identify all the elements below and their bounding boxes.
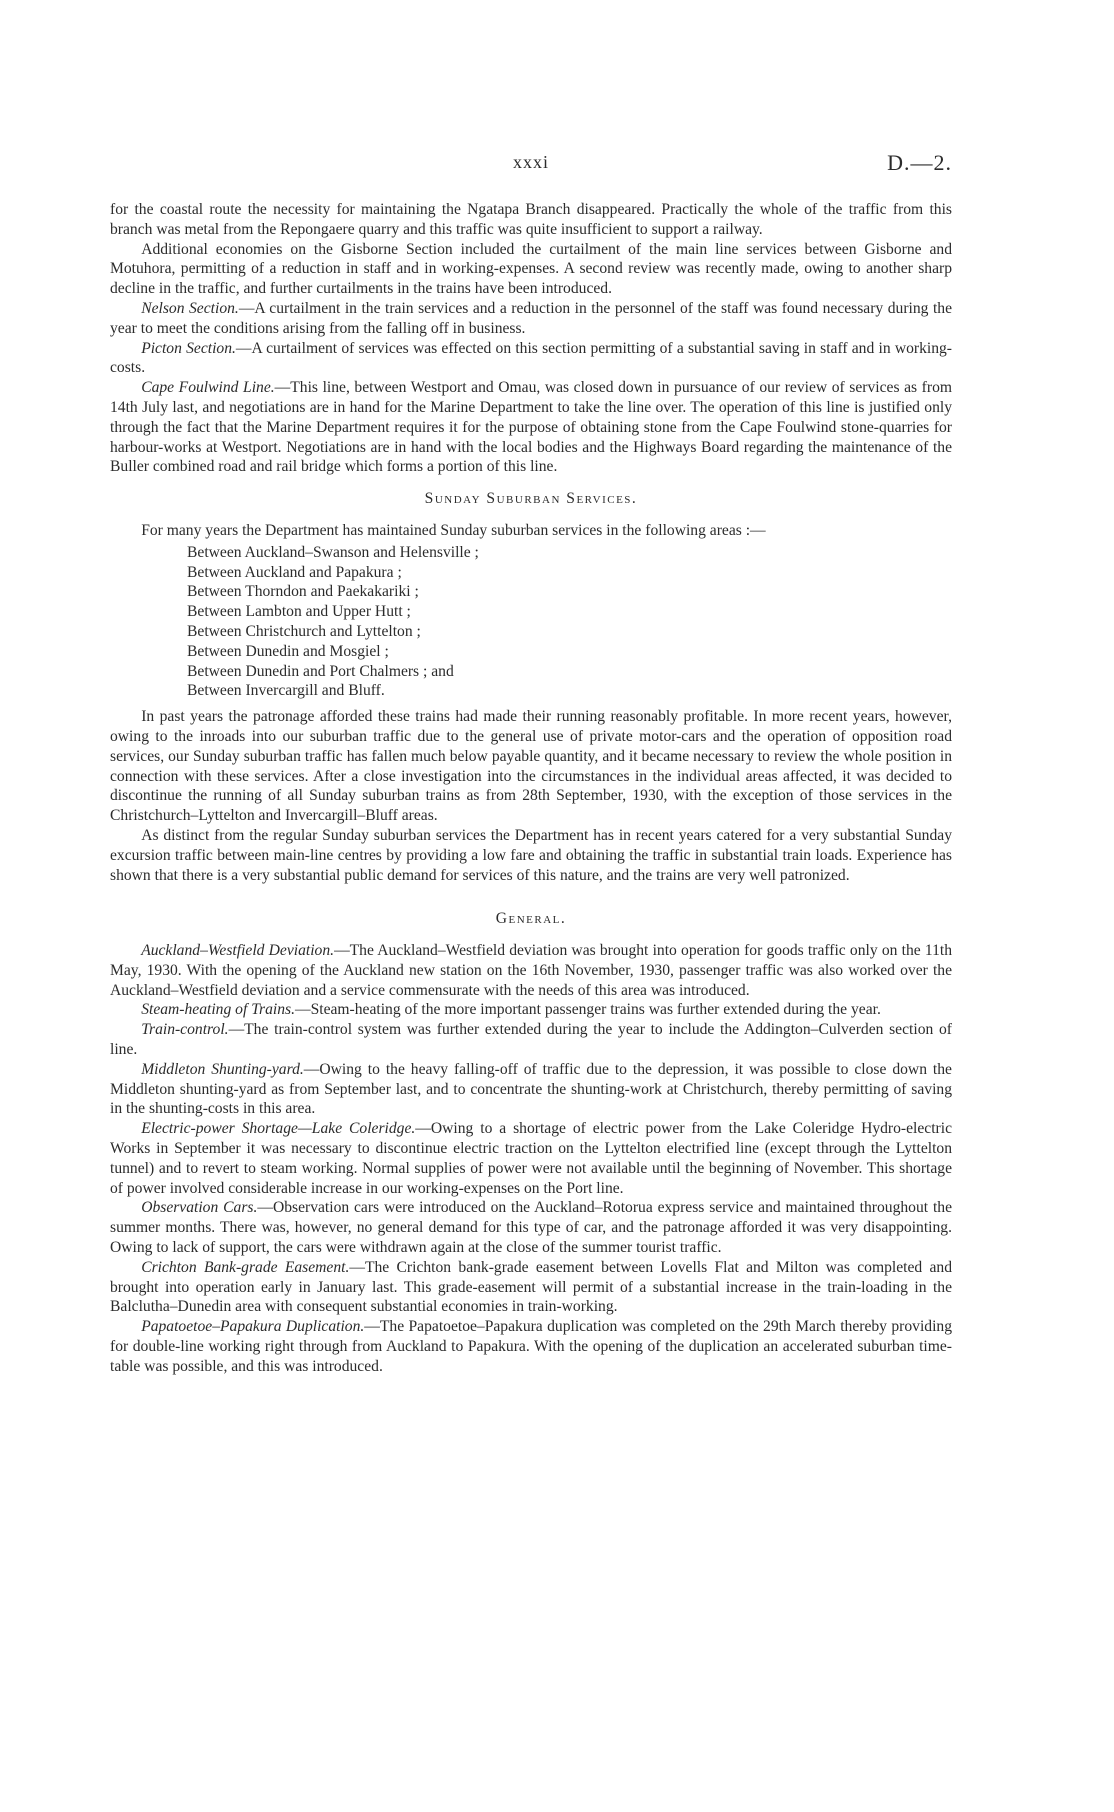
paragraph-lead: Steam-heating of Trains.	[141, 1001, 295, 1019]
paragraph-train-control	[110, 1020, 952, 1060]
paragraph-lead: Crichton Bank-grade Easement.	[141, 1258, 350, 1276]
paragraph-text: —The Auckland–Westfield deviation was brought into operation for goods traffic only on the 11th May, 1930. With the opening of the Auckland new station on the 16th November, 1930, passenger traffic was also worked over the Auckland–Westfield deviation and a service commensurate with the needs of this area was introduced.	[110, 942, 952, 999]
paragraph-electric-power	[110, 1119, 952, 1198]
paragraph-lead: Papatoetoe–Papakura Duplication.	[141, 1318, 365, 1336]
paragraph-text: —The train-control system was further extended during the year to include the Addington–Culverden section of line.	[110, 1021, 952, 1059]
list-item: Between Thorndon and Paekakariki ;	[187, 583, 419, 601]
paragraph-lead: Cape Foulwind Line.	[141, 379, 275, 397]
list-item: Between Lambton and Upper Hutt ;	[187, 603, 411, 621]
paragraph-text: —The Papatoetoe–Papakura duplication was completed on the 29th March thereby providing for double-line working right through from Auckland to Papakura. With the opening of the duplication an accelerated suburban time-table was possible, and this was introduced.	[110, 1318, 952, 1375]
paragraph-steam-heating	[110, 1000, 952, 1020]
paragraph-text: —This line, between Westport and Omau, was closed down in pursuance of our review of services as from 14th July last, and negotiations are in hand for the Marine Department to take the line over. The operation of this line is justified only through the fact that the Marine Department requires it for the purpose of obtaining stone from the Cape Foulwind stone-quarries for harbour-works at Westport. Negotiations are in hand with the local bodies and the Highways Board regarding the maintenance of the Buller combined road and rail bridge which forms a portion of this line.	[110, 379, 952, 476]
paragraph-papatoetoe	[110, 1317, 952, 1376]
page-number: xxxi	[512, 152, 549, 172]
paragraph-nelson	[110, 299, 952, 339]
paragraph-lead: Middleton Shunting-yard.	[141, 1060, 304, 1078]
paragraph-gisborne: Additional economies on the Gisborne Section included the curtailment of the main line services between Gisborne and Motuhora, permitting of a reduction in staff and in working-expenses. A second review was recently made, owing to another sharp decline in the traffic, and further curtailments in the trains have been introduced.	[110, 240, 952, 298]
paragraph-text: —Owing to the heavy falling-off of traffic due to the depression, it was possible to close down the Middleton shunting-yard as from September last, and to concentrate the shunting-work at Christchurch, thereby permitting of saving in the shunting-costs in this area.	[110, 1060, 952, 1118]
paragraph-lead: Observation Cars.	[141, 1199, 258, 1217]
paragraph-text: —Steam-heating of the more important passenger trains was further extended during the year.	[294, 1001, 881, 1019]
paragraph-observation-cars	[110, 1198, 952, 1257]
paragraph-past-years: In past years the patronage afforded these trains had made their running reasonably profitable. In more recent years, however, owing to the inroads into our suburban traffic due to the general use of private motor-cars and the operation of opposition road services, our Sunday suburban traffic has fallen much below payable quantity, and it became necessary to review the whole position in connection with these services. After a close investigation into the circumstances in the individual areas affected, it was decided to discontinue the running of all Sunday suburban trains as from 28th September, 1930, with the exception of those services in the Christchurch–Lyttelton and Invercargill–Bluff areas.	[110, 708, 952, 825]
paragraph-crichton	[110, 1258, 952, 1317]
list-item: Between Dunedin and Port Chalmers ; and	[187, 662, 454, 680]
section-heading-sunday: Sunday Suburban Services.	[424, 490, 638, 508]
paragraph-text: —A curtailment of services was effected on this section permitting of a substantial saving in staff and in working-costs.	[110, 339, 952, 377]
paragraph-text: —The Crichton bank-grade easement between Lovells Flat and Milton was completed and brought into operation early in January last. This grade-easement will permit of a substantial increase in the train-loading in the Balclutha–Dunedin area with consequent substantial economies in train-working.	[110, 1258, 952, 1316]
page-header	[110, 150, 952, 182]
list-item: Between Christchurch and Lyttelton ;	[187, 622, 421, 640]
paragraph-excursion: As distinct from the regular Sunday suburban services the Department has in recent years catered for a very substantial Sunday excursion traffic between main-line centres by providing a low fare and obtaining the traffic in substantial train loads. Experience has shown that there is a very substantial public demand for services of this nature, and the trains are very well patronized.	[110, 826, 952, 884]
paragraph-sunday-intro: For many years the Department has maintained Sunday suburban services in the following areas :—	[141, 521, 766, 539]
paragraph-text: —Owing to a shortage of electric power from the Lake Coleridge Hydro-electric Works in September it was necessary to discontinue electric traction on the Lyttelton electrified line (except through the Lyttelton tunnel) and to revert to steam working. Normal supplies of power were not available until the beginning of November. This shortage of power involved considerable increase in our working-expenses on the Port line.	[110, 1120, 952, 1197]
paragraph-text: —A curtailment in the train services and a reduction in the personnel of the staff was found necessary during the year to meet the conditions arising from the falling off in business.	[110, 299, 952, 337]
paragraph-ngatapa: for the coastal route the necessity for maintaining the Ngatapa Branch disappeared. Practically the whole of the traffic from this branch was metal from the Repongaere quarry and this traffic was quite insufficient to support a railway.	[110, 201, 952, 238]
paragraph-lead: Picton Section.	[141, 339, 236, 357]
paragraph-lead: Train-control.	[141, 1021, 229, 1039]
paragraph-westfield	[110, 941, 952, 1000]
paragraph-lead: Nelson Section.	[141, 299, 239, 317]
list-item: Between Dunedin and Mosgiel ;	[187, 642, 389, 660]
list-item: Between Auckland–Swanson and Helensville ;	[187, 543, 479, 561]
paragraph-lead: Auckland–Westfield Deviation.	[141, 942, 335, 960]
section-heading-general: General.	[495, 910, 567, 928]
paragraph-text: —Observation cars were introduced on the Auckland–Rotorua express service and maintained throughout the summer months. There was, however, no general demand for this type of car, and the patronage afforded it was very disappointing. Owing to lack of support, the cars were withdrawn again at the close of the summer tourist traffic.	[110, 1199, 952, 1257]
page-body	[110, 200, 952, 1377]
list-item: Between Invercargill and Bluff.	[187, 682, 385, 700]
paragraph-lead: Electric-power Shortage—Lake Coleridge.	[141, 1120, 416, 1138]
document-reference: D.—2.	[887, 150, 952, 175]
paragraph-cape-foulwind	[110, 378, 952, 477]
paragraph-picton	[110, 339, 952, 379]
area-list	[110, 543, 952, 701]
list-item: Between Auckland and Papakura ;	[187, 563, 402, 581]
paragraph-middleton	[110, 1060, 952, 1119]
